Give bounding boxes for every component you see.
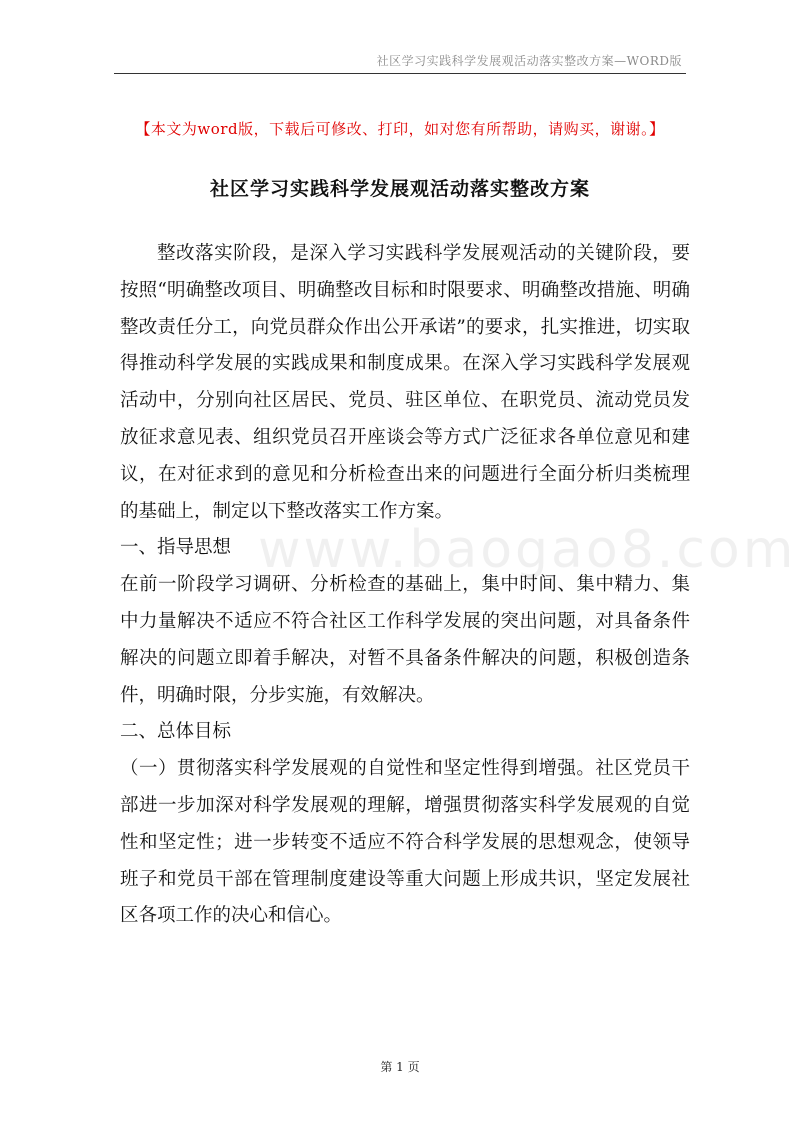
page-number: 第 1 页: [380, 1060, 420, 1074]
header-rule: [114, 73, 686, 74]
guiding-ideology-paragraph: 在前一阶段学习调研、分析检查的基础上，集中时间、集中精力、集中力量解决不适应不符合社区工作科学发展的突出问题，对具备条件解决的问题立即着手解决，对暂不具备条件解决的问题，积极创造条件，明确时限，分步实施，有效解决。: [120, 574, 690, 706]
watermark: www.baogao8.com: [258, 520, 797, 580]
section-heading-guiding-ideology: 一、指导思想: [120, 537, 232, 559]
overall-goals-paragraph: （一）贯彻落实科学发展观的自觉性和坚定性得到增强。社区党员干部进一步加深对科学发展观的理解，增强贯彻落实科学发展观的自觉性和坚定性；进一步转变不适应不符合科学发展的思想观念，使领导班子和党员干部在管理制度建设等重大问题上形成共识，坚定发展社区各项工作的决心和信心。: [120, 758, 690, 927]
download-notice: 【本文为word版，下载后可修改、打印，如对您有所帮助，请购买，谢谢。】: [135, 120, 665, 138]
intro-paragraph: 整改落实阶段，是深入学习实践科学发展观活动的关键阶段，要按照“明确整改项目、明确整改目标和时限要求、明确整改措施、明确整改责任分工，向党员群众作出公开承诺”的要求，扎实推进，切实取得推动科学发展的实践成果和制度成果。在深入学习实践科学发展观活动中，分别向社区居民、党员、驻区单位、在职党员、流动党员发放征求意见表、组织党员召开座谈会等方式广泛征求各单位意见和建议，在对征求到的意见和分析检查出来的问题进行全面分析归类梳理的基础上，制定以下整改落实工作方案。: [120, 243, 690, 522]
running-header: 社区学习实践科学发展观活动落实整改方案—WORD版: [376, 54, 682, 68]
document-body: [120, 236, 690, 935]
document-title: 社区学习实践科学发展观活动落实整改方案: [209, 178, 590, 200]
section-heading-overall-goals: 二、总体目标: [120, 721, 232, 743]
